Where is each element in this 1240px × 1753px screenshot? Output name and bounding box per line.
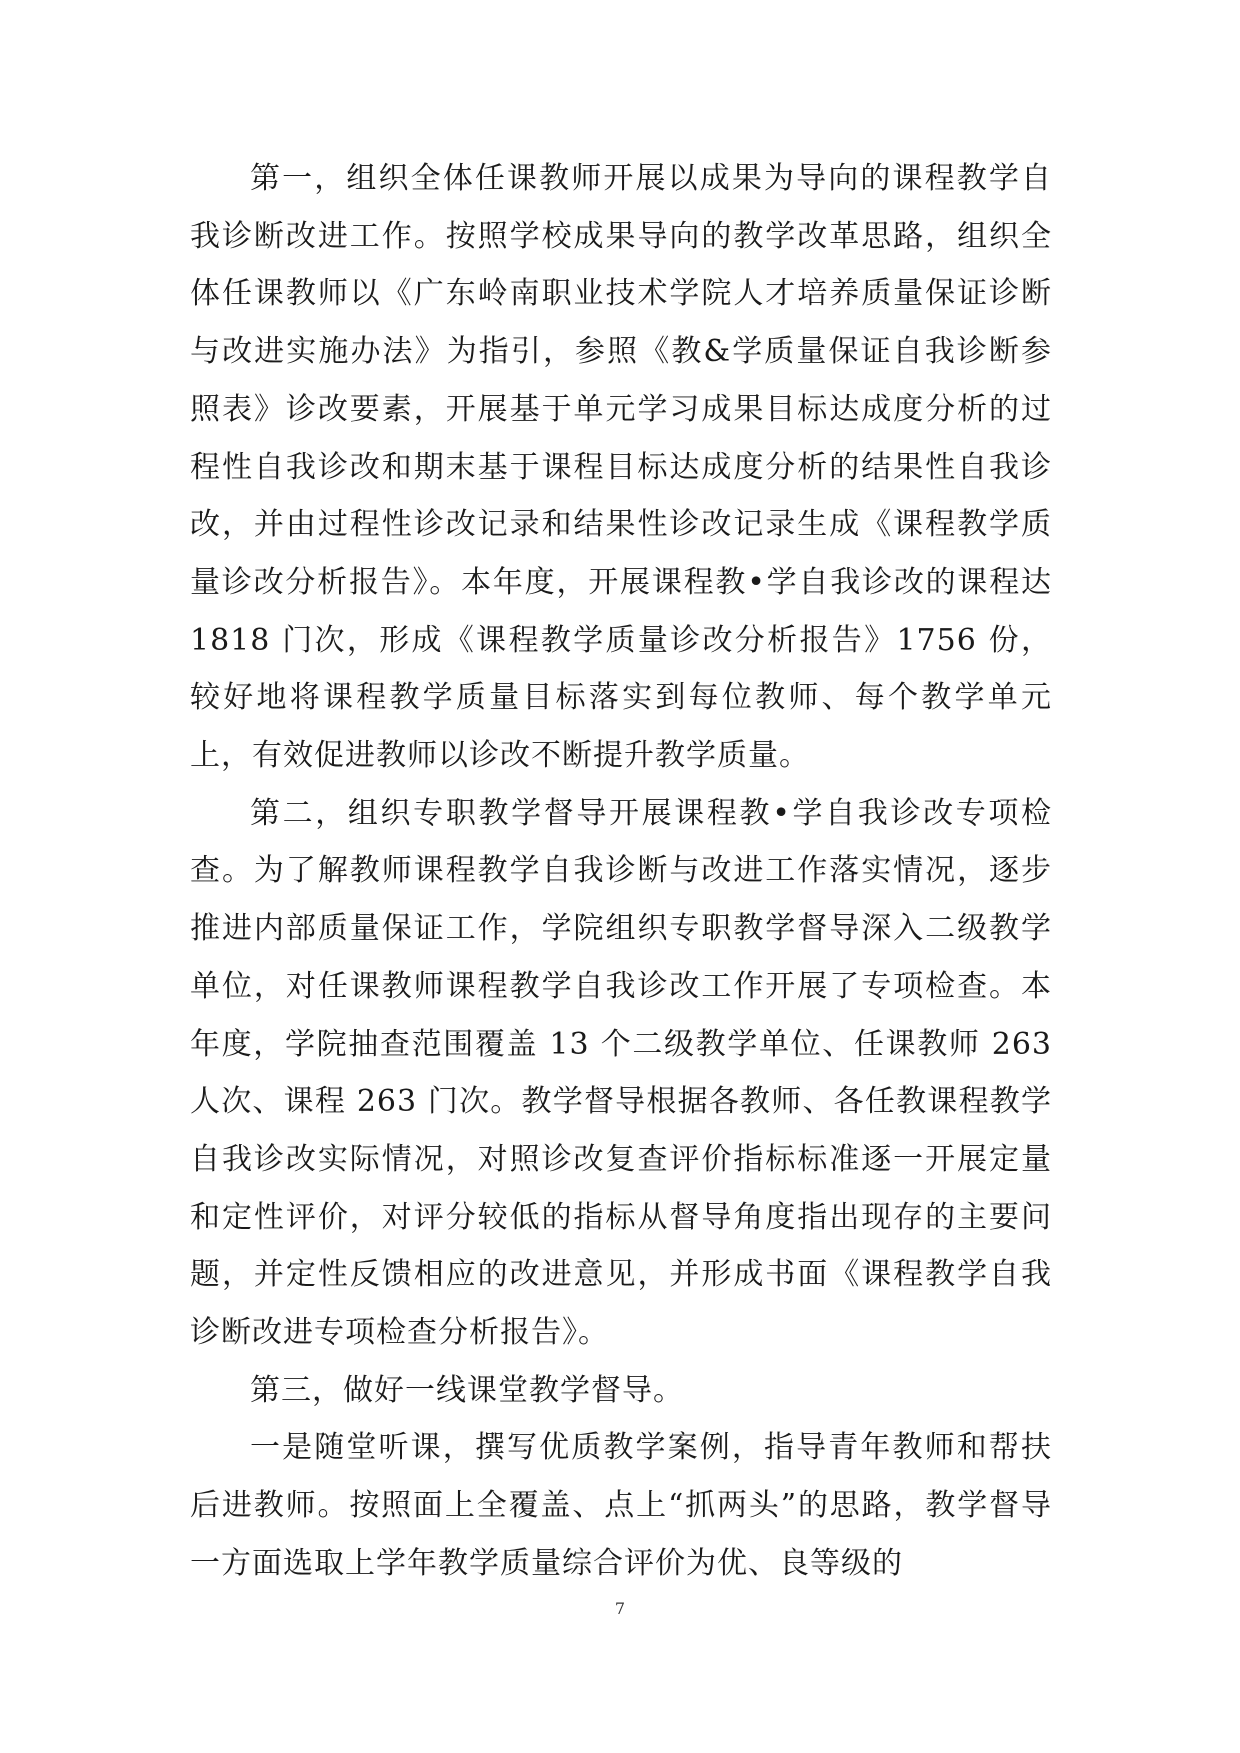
page-number: 7 bbox=[614, 1599, 626, 1618]
paragraph-1: 第一，组织全体任课教师开展以成果为导向的课程教学自我诊断改进工作。按照学校成果导向的教学改革思路，组织全体任课教师以《广东岭南职业技术学院人才培养质量保证诊断与改进实施办法》为指引，参照《教&学质量保证自我诊断参照表》诊改要素，开展基于单元学习成果目标达成度分析的过程性自我诊改和期末基于课程目标达成度分析的结果性自我诊改，并由过程性诊改记录和结果性诊改记录生成《课程教学质量诊改分析报告》。本年度，开展课程教•学自我诊改的课程达 1818 门次，形成《课程教学质量诊改分析报告》1756 份，较好地将课程教学质量目标落实到每位教师、每个教学单元上，有效促进教师以诊改不断提升教学质量。 bbox=[190, 161, 1052, 774]
paragraph-3: 第三，做好一线课堂教学督导。 bbox=[250, 1372, 684, 1408]
document-body bbox=[190, 150, 1052, 1593]
paragraph-2: 第二，组织专职教学督导开展课程教•学自我诊改专项检查。为了解教师课程教学自我诊断与改进工作落实情况，逐步推进内部质量保证工作，学院组织专职教学督导深入二级教学单位，对任课教师课程教学自我诊改工作开展了专项检查。本年度，学院抽查范围覆盖 13 个二级教学单位、任课教师 263 人次、课程 263 门次。教学督导根据各教师、各任教课程教学自我诊改实际情况，对照诊改复查评价指标标准逐一开展定量和定性评价，对评分较低的指标从督导角度指出现存的主要问题，并定性反馈相应的改进意见，并形成书面《课程教学自我诊断改进专项检查分析报告》。 bbox=[190, 795, 1052, 1351]
paragraph-4: 一是随堂听课，撰写优质教学案例，指导青年教师和帮扶后进教师。按照面上全覆盖、点上“抓两头”的思路，教学督导一方面选取上学年教学质量综合评价为优、良等级的 bbox=[190, 1430, 1052, 1581]
